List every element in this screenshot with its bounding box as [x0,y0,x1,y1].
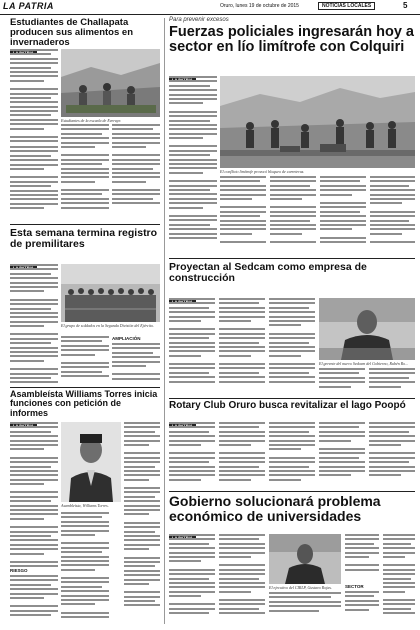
body-universidades-col4 [345,534,379,580]
divider [169,258,415,259]
body-universidades-col4b [345,591,379,624]
headline-challapata: Estudiantes de Challapata producen sus alimentos en invernaderos [10,17,133,48]
body-challapata-col1 [10,49,58,144]
body-sedcam-col2 [219,298,265,396]
caption-premilitares: El grupo de soldados en la Segunda División del Ejército. [61,323,154,328]
section-label: NOTICIAS LOCALES [318,2,375,10]
masthead [0,0,420,15]
divider [10,387,160,388]
headline-premilitares: Esta semana termina registro de premilitares [10,227,158,251]
divider [169,398,415,399]
caption-challapata: Estudiantes de la escuela de Everaye. [61,118,122,123]
body-rotary-col1 [169,422,215,488]
caption-williams: Asambleísta, Williams Torres. [61,503,109,508]
headline-policias: Fuerzas policiales ingresarán hoy a sector en lío limítrofe con Colquiri [169,24,414,56]
body-williams-col1 [10,422,58,567]
students-photo [61,49,160,117]
column-divider [164,18,165,624]
subhead-ampliacion: AMPLIACIÓN [112,336,141,341]
body-premilitares-col1 [10,264,58,384]
body-policias-col1 [169,76,217,254]
body-sedcam-col5 [369,368,415,396]
body-rotary-col4 [319,422,365,488]
body-williams-col2 [61,512,109,624]
caption-rotary-photo: El ejecutivo del CIRLP, Gustavo Rojas. [269,585,332,590]
soldiers-photo [61,264,160,322]
photo-premilitares [61,264,160,322]
body-challapata-col1b [10,146,58,222]
body-challapata-col2 [61,124,109,222]
photo-challapata [61,49,160,117]
caption-policias: El conflicto limítrofe provocó bloqueo de carreteras. [220,169,305,174]
body-universidades-col3 [269,592,341,624]
body-policias-col5 [370,176,415,254]
body-universidades-col2 [219,534,265,624]
photo-sedcam [319,298,415,360]
kicker-policias: Para prevenir excesos [169,17,229,23]
divider [10,224,160,225]
dateline: Oruro, lunes 19 de octubre de 2015 [220,3,299,9]
portrait-photo [61,422,121,502]
body-sedcam-col3 [269,298,315,396]
executive-photo [269,534,341,584]
body-premilitares-col3 [112,343,160,384]
photo-policias [220,76,415,168]
body-sedcam-col4 [319,368,365,396]
body-williams-col3 [124,422,160,624]
body-policias-col2 [220,176,266,254]
caption-sedcam: El gerente del nuevo Sedcam del Gobierno, Rubén Ro... [319,361,409,366]
photo-universidades [269,534,341,584]
photo-williams [61,422,121,502]
headline-universidades: Gobierno solucionará problema económico de universidades [169,493,381,524]
body-challapata-col3 [112,124,160,222]
body-williams-col1b [10,575,58,625]
page-number: 5 [403,1,408,10]
manager-photo [319,298,415,360]
headline-williams: Asambleísta Williams Torres inicia funciones con petición de informes [10,389,158,418]
body-universidades-col5 [383,534,415,624]
blockade-photo [220,76,415,168]
headline-sedcam: Proyectan al Sedcam como empresa de construcción [169,261,367,285]
subhead-sector: SECTOR [345,584,364,589]
newspaper-logo: LA PATRIA [3,1,54,11]
headline-rotary: Rotary Club Oruro busca revitalizar el lago Poopó [169,400,406,411]
divider [169,491,415,492]
body-sedcam-col1 [169,298,215,396]
body-rotary-col2 [219,422,265,488]
body-premilitares-col2 [61,336,109,384]
body-rotary-col5 [369,422,415,488]
body-rotary-col3 [269,422,315,488]
body-policias-col3 [270,176,316,254]
body-universidades-col1 [169,534,215,624]
subhead-riesgo: RIESGO [10,568,28,573]
body-policias-col4 [320,176,366,254]
